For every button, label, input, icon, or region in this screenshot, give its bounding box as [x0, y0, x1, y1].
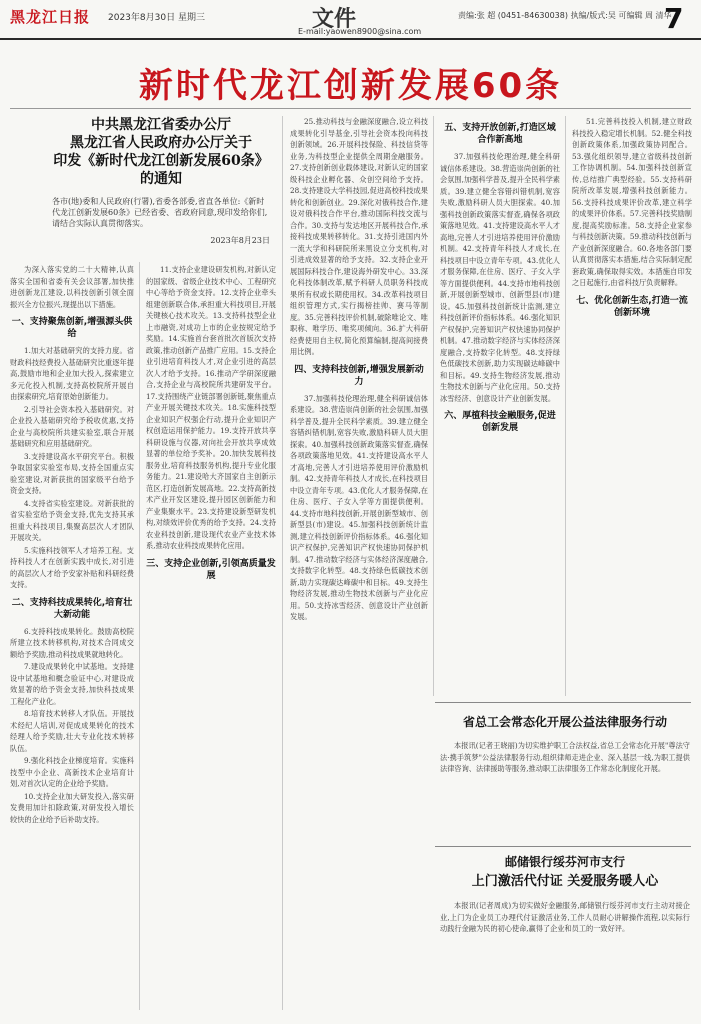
story-divider — [435, 846, 691, 847]
story1-title: 省总工会常态化开展公益法律服务行动 — [462, 715, 667, 729]
paragraph: 9.强化科技企业梯度培育。实施科技型中小企业、高新技术企业培育计划,对首次认定的企业给予奖励。 — [10, 756, 134, 788]
notice-title-line1: 中共黑龙江省委办公厅 — [91, 117, 231, 133]
contact-email: E-mail:yaowen8900@sina.com — [298, 27, 422, 36]
paragraph: 37.加强科技伦理治理,健全科研诚信体系建设。38.营造崇尚创新的社会氛围,加强科学普及,提升全民科学素质。39.建立健全容错纠错机制,宽容失败,激励科研人员大胆探索。40.加强科技创新政策落实督查,确保各项政策落地见效。41.支持建设高水平人才高地,完善人才引进培养使用评价激励机制。42.支持青年科技人才成长,在科技项目中设立青年专项。43.优化人才服务保障,在住房、医疗、子女入学等方面提供便利。44.支持市地科技创新,开展创新型城市、创新型县(市)建设。45.加强科技创新统计监测,建立科技创新评价指标体系。46.强化知识产权保护,完善知识产权快速协同保护机制。47.推动数字经济与实体经济深度融合,支持数字化转型。48.支持绿色低碳技术创新,助力实现碳达峰碳中和目标。49.支持生物经济发展,推动生物技术创新与产业化应用。50.支持冰雪经济、创意设计产业创新发展。 — [290, 393, 428, 621]
paragraph: 37.加强科技伦理治理,健全科研诚信体系建设。38.营造崇尚创新的社会氛围,加强科学普及,提升全民科学素质。39.建立健全容错纠错机制,宽容失败,激励科研人员大胆探索。40.加强科技创新政策落实督查,确保各项政策落地见效。41.支持建设高水平人才高地,完善人才引进培养使用评价激励机制。42.支持青年科技人才成长,在科技项目中设立青年专项。43.优化人才服务保障,在住房、医疗、子女入学等方面提供便利。44.支持市地科技创新,开展创新型城市、创新型县(市)建设。45.加强科技创新统计监测,建立科技创新评价指标体系。46.强化知识产权保护,完善知识产权快速协同保护机制。47.推动数字经济与实体经济深度融合,支持数字化转型。48.支持绿色低碳技术创新,助力实现碳达峰碳中和目标。49.支持生物经济发展,推动生物技术创新与产业化应用。50.支持冰雪经济、创意设计产业创新发展。 — [440, 152, 560, 403]
section-heading: 一、支持聚焦创新,增强源头供给 — [11, 317, 133, 339]
masthead — [0, 0, 701, 40]
paragraph: 2.引导社会资本投入基础研究。对企业投入基础研究给予税收优惠,支持企业与高校院所共建实验室,联合开展基础研究和应用基础研究。 — [10, 404, 134, 448]
article-column-1 — [10, 264, 134, 1010]
paragraph: 6.支持科技成果转化。鼓励高校院所建立技术转移机构,对技术合同成交额给予奖励,推动科技成果就地转化。 — [10, 626, 134, 659]
newspaper-brand: 黑龙江日报 — [10, 8, 91, 26]
notice-title-line2: 黑龙江省人民政府办公厅关于 — [70, 135, 252, 151]
story1-body — [440, 740, 690, 840]
paragraph: 3.支持建设高水平研究平台。积极争取国家实验室布局,支持全国重点实验室建设,对新获批的国家级平台给予资金支持。 — [10, 451, 134, 495]
column-divider — [282, 116, 283, 1010]
section-heading: 四、支持科技创新,增强发展新动力 — [294, 364, 424, 387]
section-heading: 七、优化创新生态,打造一流创新环境 — [576, 295, 688, 318]
notice-body: 各市(地)委和人民政府(行署),省委各部委,省直各单位:《新时代龙江创新发展60条》已经省委、省政府同意,现印发给你们,请结合实际认真贯彻落实。 — [52, 197, 268, 228]
section-title: 文件 — [312, 6, 357, 32]
column-divider — [565, 116, 566, 696]
paragraph: 11.支持企业建设研发机构,对新认定的国家级、省级企业技术中心、工程研究中心等给予资金支持。12.支持企业牵头组建创新联合体,承担重大科技项目,开展关键核心技术攻关。13.支持科技型企业上市融资,对成功上市的企业按规定给予奖励。14.实施首台套首批次首版次支持政策,推动创新产品推广应用。15.支持企业引进培育科技人才,对企业引进的高层次人才给予支持。16.推动产学研深度融合,支持企业与高校院所共建研发平台。17.支持围绕产业链部署创新链,聚焦重点产业开展关键技术攻关。18.实施科技型企业知识产权强企行动,提升企业知识产权创造运用保护能力。19.支持开放共享科研设施与仪器,对向社会开放共享成效显著的单位给予奖补。20.加快发展科技服务业,培育科技服务机构,提升专业化服务能力。21.建设哈大齐国家自主创新示范区,打造创新发展高地。22.支持高新技术产业开发区建设,提升园区创新能力和产业集聚水平。23.支持建设新型研发机构,对绩效评价优秀的给予支持。24.支持农业科技创新,建设现代农业产业技术体系,推动农业科技成果转化应用。 — [146, 265, 276, 550]
section-heading: 六、厚植科技金融服务,促进创新发展 — [444, 411, 556, 433]
article-column-2 — [146, 264, 276, 1010]
article-column-3 — [290, 116, 428, 1010]
section-heading: 五、支持开放创新,打造区域合作新高地 — [444, 123, 556, 145]
story-divider — [435, 702, 691, 703]
paragraph: 25.推动科技与金融深度融合,设立科技成果转化引导基金,引导社会资本投向科技创新领域。26.开展科技保险、科技信贷等业务,为科技型企业提供全周期金融服务。27.支持创新创业载体建设,对新认定的国家级科技企业孵化器、众创空间给予支持。28.支持建设大学科技园,促进高校科技成果转化和创新创业。29.深化对俄科技合作,建设对俄科技合作平台,推动国际科技交流与合作。30.支持与发达地区开展科技合作,承接科技成果转移转化。31.支持引进国内外一流大学和科研院所来黑设立分支机构,对引进成效显著的给予支持。32.支持企业开展国际科技合作,建设海外研发中心。33.深化科技体制改革,赋予科研人员职务科技成果所有权或长期使用权。34.改革科技项目组织管理方式,实行揭榜挂帅、赛马等制度。35.完善科技评价机制,破除唯论文、唯职称、唯学历、唯奖项倾向。36.扩大科研经费使用自主权,简化预算编制,提高间接费用比例。 — [290, 117, 428, 356]
paragraph: 5.实施科技领军人才培养工程。支持科技人才在创新实践中成长,对引进的高层次人才给予安家补贴和科研经费支持。 — [10, 545, 134, 589]
paragraph: 为深入落实党的二十大精神,认真落实全国和省委有关会议部署,加快推进创新龙江建设,以科技创新引领全面振兴全方位振兴,现提出以下措施。 — [10, 265, 134, 309]
paragraph: 4.支持省实验室建设。对新获批的省实验室给予资金支持,优先支持其承担重大科技项目,集聚高层次人才团队开展攻关。 — [10, 498, 134, 542]
column-divider — [139, 262, 140, 1010]
editor-credits: 责编:张 超 (0451-84630038) 执编/版式:吴 可编辑 周 清华 — [458, 11, 672, 20]
story2-title-line1: 邮储银行绥芬河市支行 — [504, 855, 625, 869]
notice-box — [48, 116, 274, 260]
paragraph: 1.加大对基础研究的支持力度。省财政科技经费投入基础研究比重逐年提高,鼓励市地和企业加大投入,探索建立多元化投入机制,支持高校院所开展自由探索研究,培育原始创新能力。 — [10, 346, 134, 401]
main-headline: 新时代龙江创新发展60条 — [138, 66, 563, 106]
paragraph: 本报讯(记者周成)为切实做好金融服务,邮储银行绥芬河市支行主动对接企业,上门为企业员工办理代付证激活业务,工作人员耐心讲解操作流程,以实际行动践行金融为民的初心使命,赢得了企业和员工的一致好评。 — [440, 901, 690, 933]
paragraph: 本报讯(记者王晓丽)为切实维护职工合法权益,省总工会常态化开展"尊法守法·携手筑梦"公益法律服务行动,组织律师走进企业、深入基层一线,为职工提供法律咨询、法律援助等服务,推动职工法律服务工作常态化制度化开展。 — [440, 741, 690, 773]
story2-body — [440, 900, 690, 1014]
section-heading: 二、支持科技成果转化,培育壮大新动能 — [11, 597, 133, 620]
story2-title-line2: 上门激活代付证 关爱服务暖人心 — [471, 874, 659, 889]
notice-title-line3: 印发《新时代龙江创新发展60条》的通知 — [53, 153, 269, 187]
column-divider — [433, 116, 434, 696]
paragraph: 10.支持企业加大研发投入,落实研发费用加计扣除政策,对研发投入增长较快的企业给予后补助支持。 — [10, 791, 134, 824]
divider — [10, 108, 691, 109]
paragraph: 51.完善科技投入机制,建立财政科技投入稳定增长机制。52.健全科技创新政策体系,加强政策协同配合。53.强化组织领导,建立省级科技创新工作协调机制。54.加强科技创新宣传,总结推广典型经验。55.支持科研院所改革发展,增强科技创新能力。56.支持科技成果评价改革,建立科学的成果评价体系。57.完善科技奖励制度,提高奖励标准。58.支持企业家参与科技创新决策。59.推动科技创新与产业创新深度融合。60.各地各部门要认真贯彻落实本措施,结合实际制定配套政策,确保取得实效。本措施自印发之日起施行,由省科技厅负责解释。 — [572, 117, 692, 287]
article-column-5 — [572, 116, 692, 696]
page-number: 7 — [664, 2, 684, 35]
issue-date: 2023年8月30日 星期三 — [108, 13, 205, 23]
paragraph: 7.建设成果转化中试基地。支持建设中试基地和概念验证中心,对建设成效显著的给予资金支持,加快科技成果工程化产业化。 — [10, 662, 134, 706]
article-column-4 — [440, 116, 560, 696]
notice-date: 2023年8月23日 — [210, 236, 270, 245]
paragraph: 8.培育技术转移人才队伍。开展技术经纪人培训,对促成成果转化的技术经理人给予奖励,壮大专业化技术转移队伍。 — [10, 709, 134, 753]
section-heading: 三、支持企业创新,引领高质量发展 — [146, 558, 276, 581]
